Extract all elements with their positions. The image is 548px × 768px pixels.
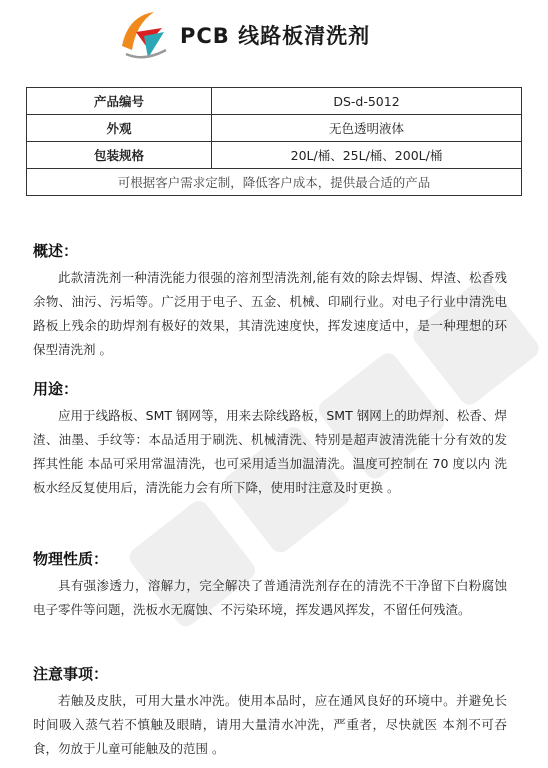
spec-value: DS-d-5012 — [212, 88, 522, 115]
spec-row-packaging — [27, 142, 522, 169]
spec-row-appearance — [27, 115, 522, 142]
section-title-precautions: 注意事项： — [33, 665, 109, 683]
spec-value: 无色透明液体 — [212, 115, 522, 142]
section-body-overview: 此款清洗剂一种清洗能力很强的溶剂型清洗剂,能有效的除去焊锡、焊渣、松香残余物、油污、污垢等。广泛用于电子、五金、机械、印刷行业。对电子行业中清洗电路板上残余的助焊剂有极好的效果，其清洗速度快，挥发速度适中，是一种理想的环保型清洗剂 。 — [33, 270, 507, 357]
spec-note: 可根据客户需求定制，降低客户成本，提供最合适的产品 — [27, 169, 522, 196]
spec-label: 外观 — [27, 115, 212, 142]
section-title-usage: 用途： — [33, 380, 79, 398]
page-title: PCB 线路板清洗剂 — [180, 24, 371, 48]
spec-value: 20L/桶、25L/桶、200L/桶 — [212, 142, 522, 169]
section-title-overview: 概述： — [33, 242, 79, 260]
spec-row-product-code — [27, 88, 522, 115]
page-header — [0, 0, 548, 80]
section-body-precautions: 若触及皮肤，可用大量水冲洗。使用本品时，应在通风良好的环境中。并避免长时间吸入蒸气若不慎触及眼睛，请用大量清水冲洗，严重者，尽快就医 本剂不可吞食，勿放于儿童可能触及的范围 。 — [33, 693, 507, 756]
spec-row-note — [27, 169, 522, 196]
logo-gray-base — [126, 50, 166, 57]
company-logo-icon — [118, 6, 170, 62]
section-body-usage: 应用于线路板、SMT 钢网等，用来去除线路板，SMT 钢网上的助焊剂、松香、焊渣、油墨、手纹等：本品适用于刷洗、机械清洗、特别是超声波清洗能十分有效的发挥其性能 本品可采用常温清洗，也可采用适当加温清洗。温度可控制在 70 度以内 洗板水经反复使用后，清洗能力会有所下降，使用时注意及时更换 。 — [33, 408, 507, 495]
section-body-physical-properties: 具有强渗透力，溶解力，完全解决了普通清洗剂存在的清洗不干净留下白粉腐蚀电子零件等问题，洗板水无腐蚀、不污染环境，挥发遇风挥发，不留任何残渣。 — [33, 578, 507, 617]
spec-table — [26, 87, 522, 196]
spec-label: 产品编号 — [27, 88, 212, 115]
spec-label: 包装规格 — [27, 142, 212, 169]
section-title-physical-properties: 物理性质： — [33, 550, 109, 568]
